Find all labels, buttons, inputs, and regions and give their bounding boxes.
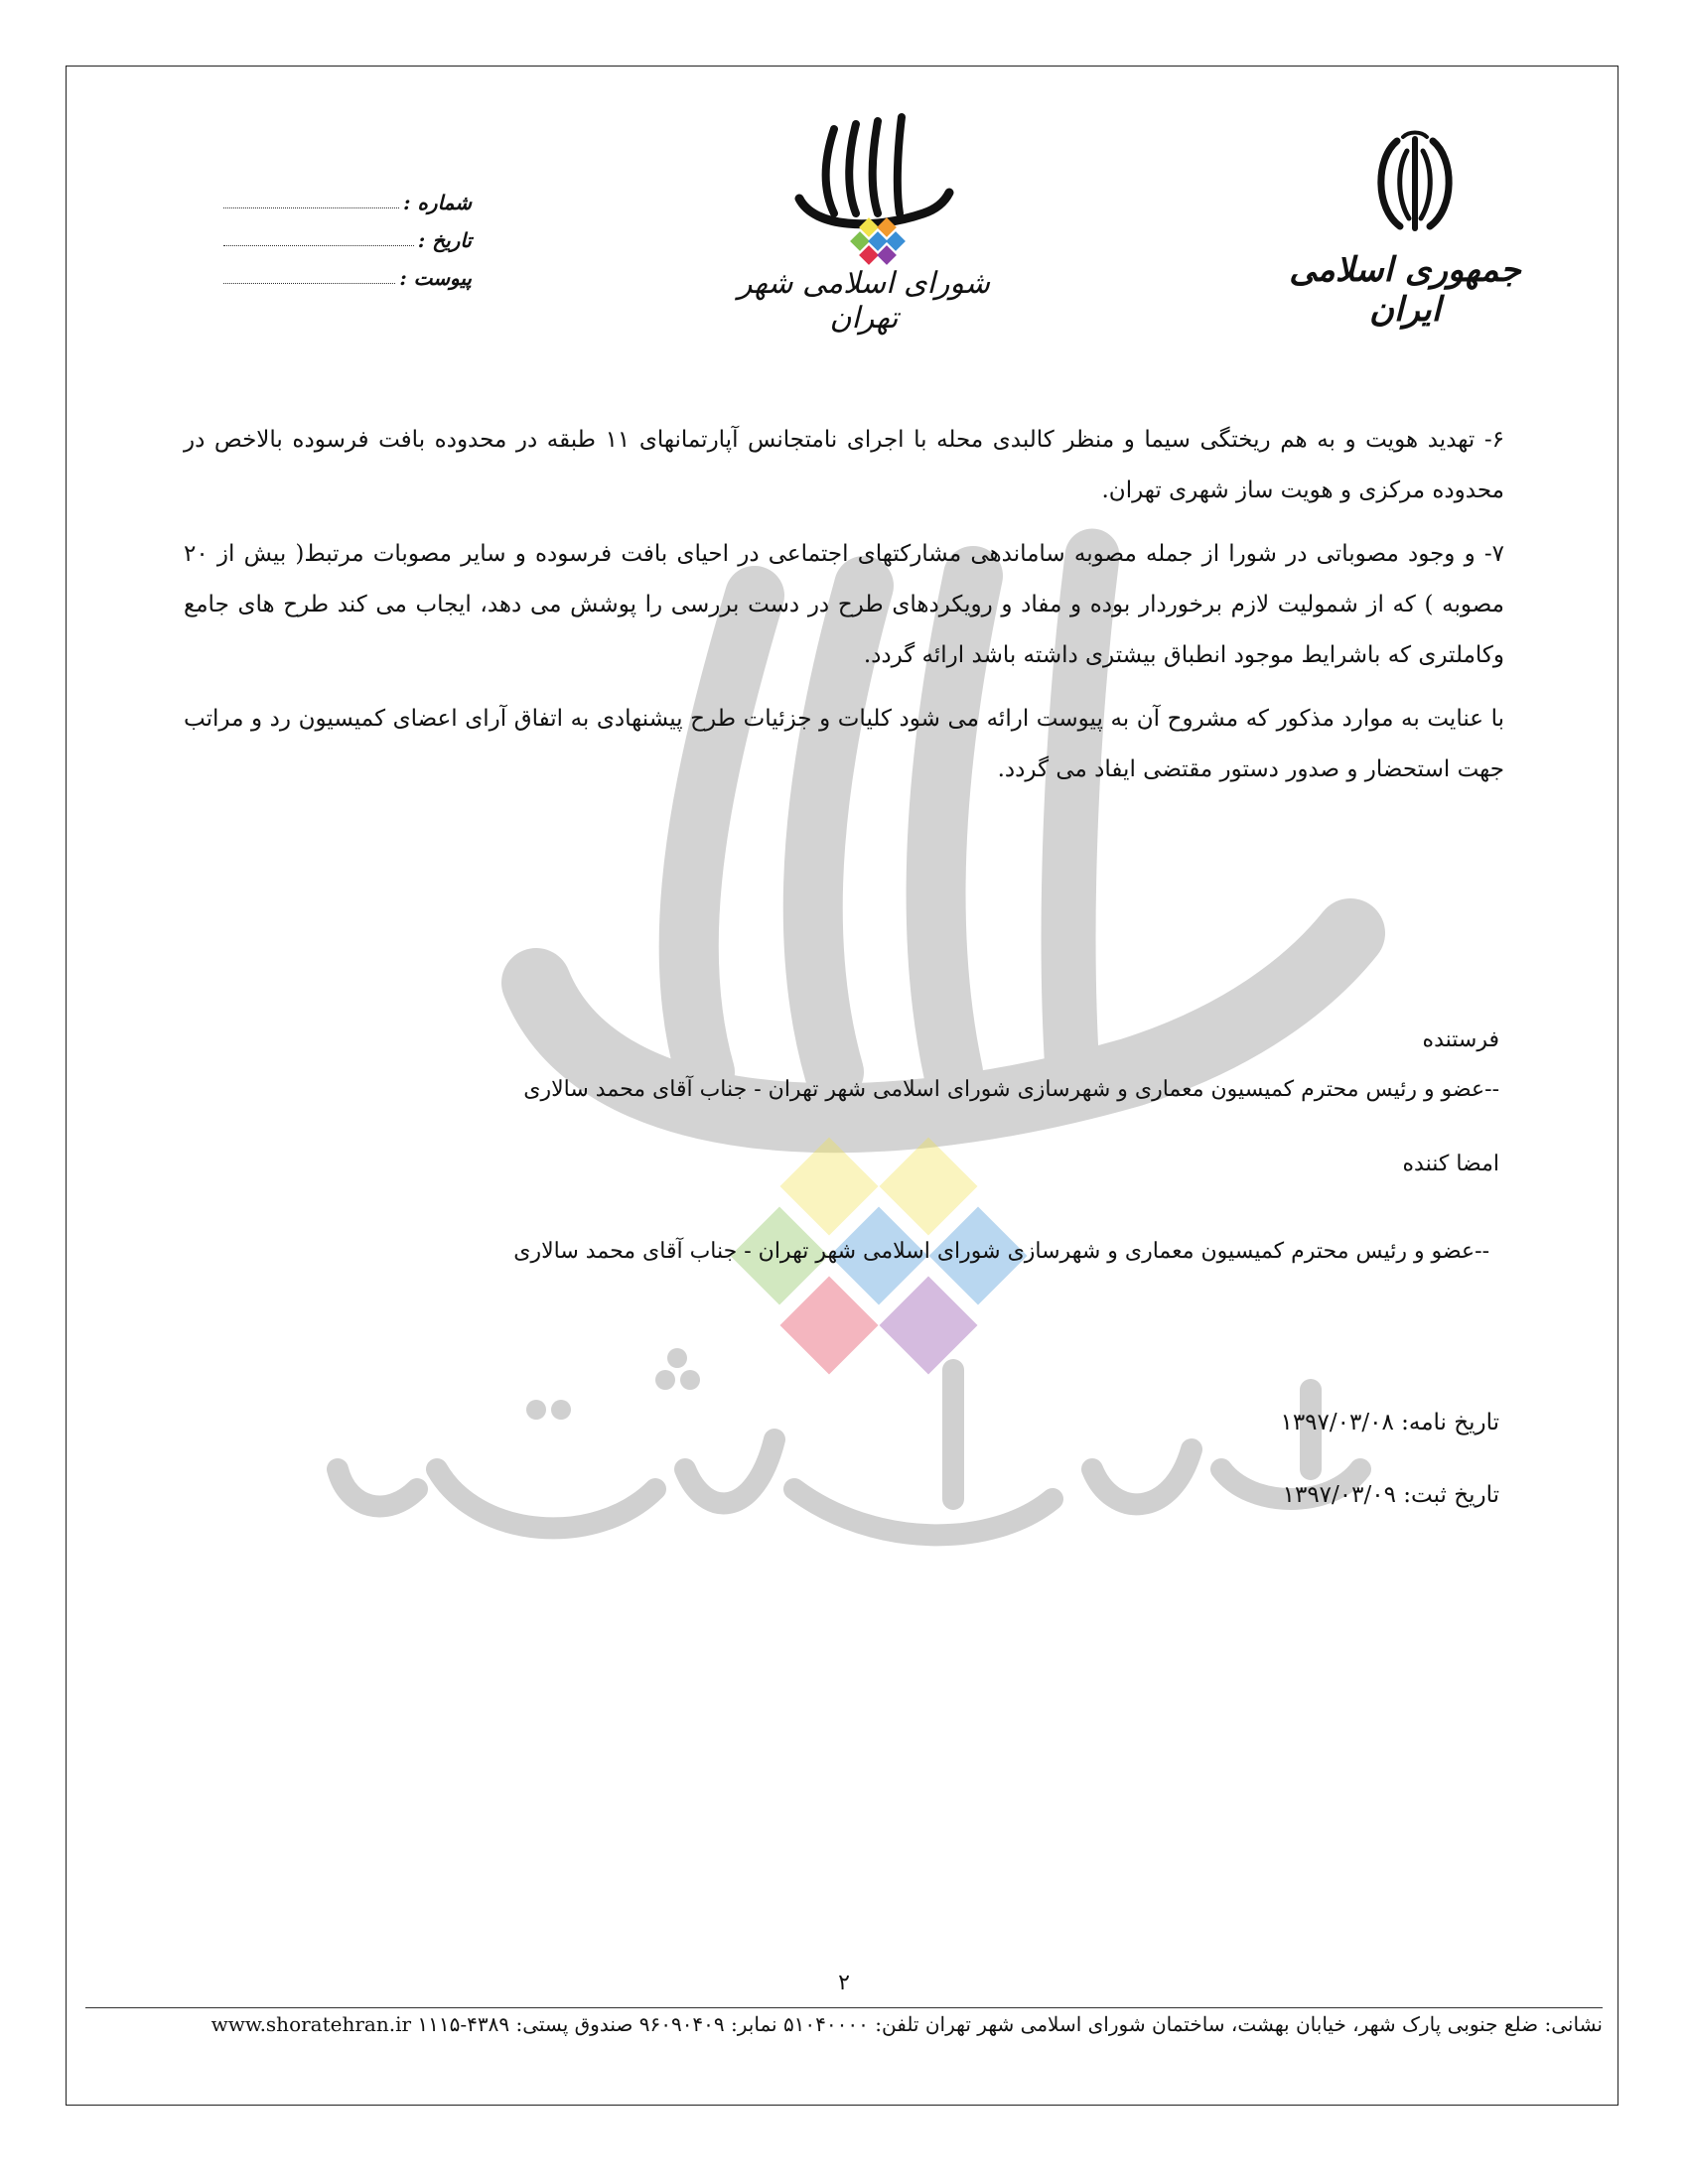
letter-body — [184, 415, 1504, 808]
registration-date: تاریخ ثبت: ۱۳۹۷/۰۳/۰۹ — [1282, 1482, 1499, 1508]
signer-label: امضا کننده — [1402, 1152, 1499, 1176]
emblem-caption: جمهوری اسلامی ایران — [1289, 250, 1521, 330]
letter-date-line — [223, 231, 414, 246]
council-caption: شورای اسلامی شهر تهران — [738, 266, 990, 336]
attachment-line — [223, 269, 395, 284]
sender-name: --عضو و رئیس محترم کمیسیون معماری و شهرسازی شورای اسلامی شهر تهران - جناب آقای محمد سالاری — [523, 1077, 1499, 1102]
tehran-council-logo-icon — [765, 109, 963, 278]
body-paragraph-7: ۷- و وجود مصوباتی در شورا از جمله مصوبه ساماندهی مشارکتهای اجتماعی در احیای بافت فرسوده و سایر مصوبات مرتبط( بیش از ۲۰ مصوبه ) که از شمولیت لازم برخوردار بوده و مفاد و رویکردهای طرح در دست بررسی را پوشش می دهد، ایجاب می کند طرح های جامع وکاملتری که باشرایط موجود انطباق بیشتری داشته باشد ارائه گردد. — [184, 541, 1504, 668]
body-paragraph-6: ۶- تهدید هویت و به هم ریختگی سیما و منظر کالبدی محله با اجرای نامتجانس آپارتمانهای ۱۱ طبقه در محدوده بافت فرسوده بالاخص در محدوده مرکزی و هویت ساز شهری تهران. — [184, 427, 1504, 503]
letter-number-field — [223, 177, 472, 214]
letter-number-label: شماره : — [403, 191, 472, 214]
letter-date-field — [223, 214, 472, 252]
sender-label: فرستنده — [1422, 1027, 1499, 1052]
body-conclusion: با عنایت به موارد مذکور که مشروح آن به پیوست ارائه می شود کلیات و جزئیات طرح پیشنهادی به اتفاق آرای اعضای کمیسیون رد و مراتب جهت استحضار و صدور دستور مقتضی ایفاد می گردد. — [184, 706, 1504, 782]
page-number: ۲ — [838, 1971, 850, 1995]
footer-address: نشانی: ضلع جنوبی پارک شهر، خیابان بهشت، ساختمان شورای اسلامی شهر تهران تلفن: ۵۱۰۴۰۰۰۰ نمابر: ۹۶۰۹۰۴۰۹ صندوق پستی: ۴۳۸۹-۱۱۱۵ www.shoratehran.ir — [211, 2012, 1603, 2036]
footer-divider — [85, 2007, 1603, 2008]
letter-date-label: تاریخ : — [417, 228, 472, 252]
letter-number-line — [223, 194, 399, 208]
iran-emblem-icon — [1345, 129, 1484, 238]
signer-name: --عضو و رئیس محترم کمیسیون معماری و شهرسازی شورای اسلامی شهر تهران - جناب آقای محمد سالاری — [513, 1239, 1489, 1264]
letter-date: تاریخ نامه: ۱۳۹۷/۰۳/۰۸ — [1280, 1410, 1499, 1435]
attachment-label: پیوست : — [399, 266, 472, 290]
letter-reference-fields — [223, 177, 472, 290]
attachment-field — [223, 252, 472, 290]
